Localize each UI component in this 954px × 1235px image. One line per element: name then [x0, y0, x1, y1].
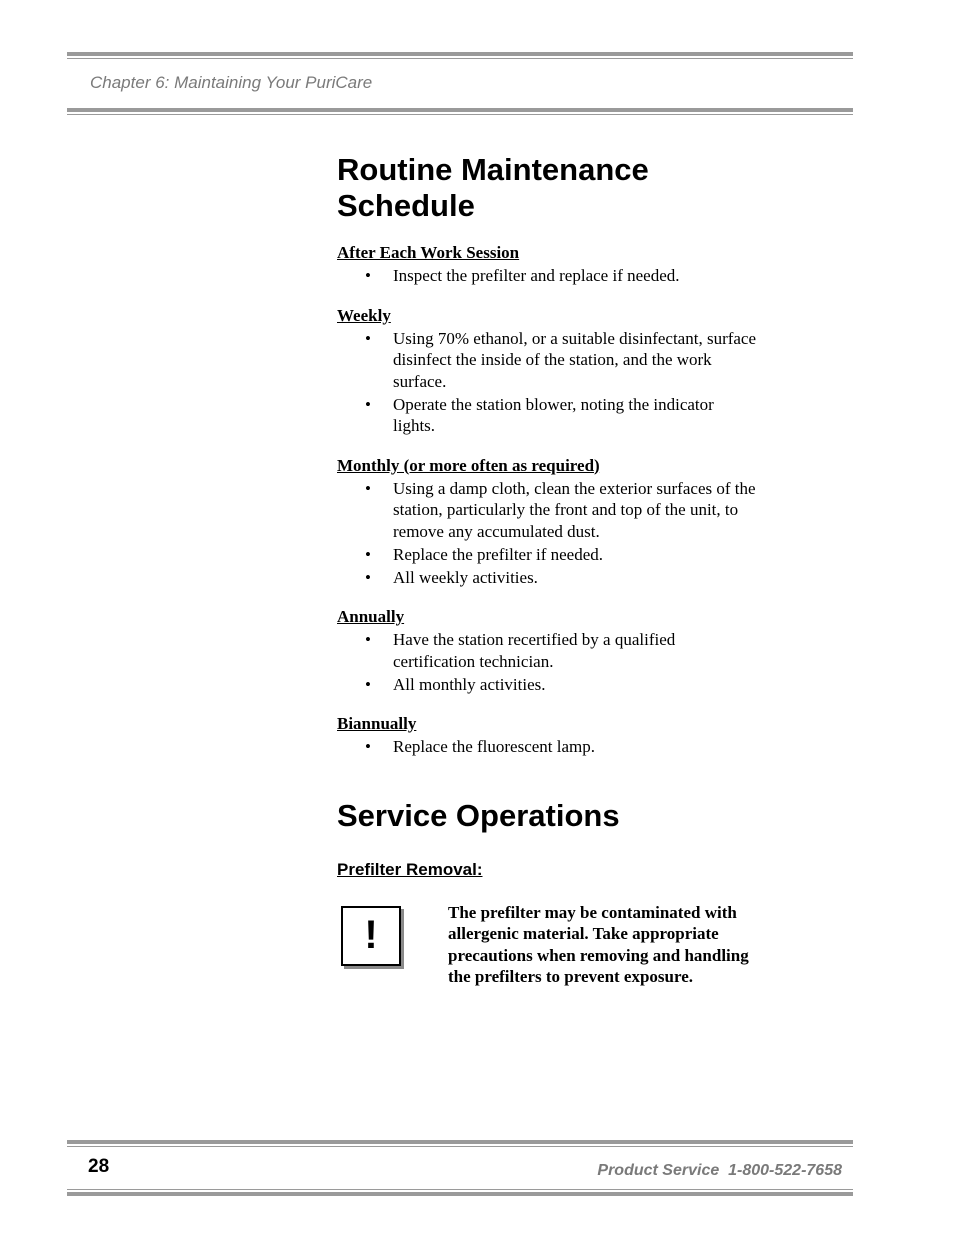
header-rule-top — [67, 52, 853, 59]
product-service-footer: Product Service 1-800-522-7658 — [597, 1162, 842, 1179]
section-title: Annually — [337, 607, 405, 626]
section-weekly — [337, 305, 757, 437]
page-title: Routine Maintenance Schedule — [337, 152, 649, 223]
footer-rule-top — [67, 1140, 853, 1147]
list-item: • Using a damp cloth, clean the exterior surfaces of the station, particularly the front and top of the unit, to remove any accumulated dust. — [337, 478, 757, 543]
section-after-session — [337, 242, 757, 287]
list-item: • All weekly activities. — [337, 567, 757, 589]
main-content — [337, 152, 757, 1012]
list-item: • Replace the prefilter if needed. — [337, 544, 757, 566]
section-title: Biannually — [337, 714, 417, 733]
section-monthly — [337, 455, 757, 589]
service-operations-title: Service Operations — [337, 797, 620, 833]
warning-text: The prefilter may be contaminated with allergenic material. Take appropriate precautions when removing and handling the prefilters to prevent exposure. — [448, 902, 749, 986]
section-title: Monthly (or more often as required) — [337, 455, 600, 475]
header-rule-bottom — [67, 108, 853, 115]
exclamation-warning-icon: ! — [341, 906, 401, 966]
prefilter-removal-subhead: Prefilter Removal: — [337, 859, 483, 879]
section-title: Weekly — [337, 305, 391, 325]
section-annually — [337, 606, 757, 695]
warning-callout — [337, 902, 757, 1012]
section-biannually — [337, 713, 757, 758]
list-item: • Inspect the prefilter and replace if needed. — [337, 265, 757, 287]
chapter-header: Chapter 6: Maintaining Your PuriCare — [90, 73, 373, 92]
section-title: After Each Work Session — [337, 243, 520, 262]
list-item: • Operate the station blower, noting the indicator lights. — [337, 394, 757, 437]
list-item: • Have the station recertified by a qualified certification technician. — [337, 629, 757, 672]
list-item: • All monthly activities. — [337, 674, 757, 696]
list-item: • Replace the fluorescent lamp. — [337, 736, 757, 758]
list-item: • Using 70% ethanol, or a suitable disinfectant, surface disinfect the inside of the station, and the work surface. — [337, 328, 757, 393]
footer-rule-bottom — [67, 1189, 853, 1196]
page-number: 28 — [88, 1156, 110, 1177]
